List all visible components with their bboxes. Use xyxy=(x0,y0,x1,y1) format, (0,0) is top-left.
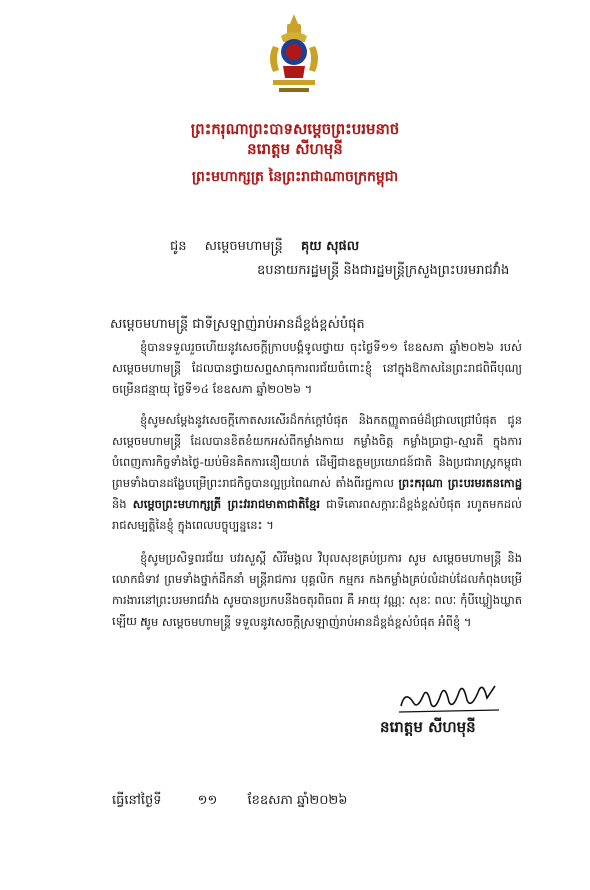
to-label: ជូន xyxy=(170,239,187,254)
date-day: ១១ xyxy=(197,793,218,808)
date-line xyxy=(112,792,353,811)
paragraph-4: សូម សម្ដេចមហាមន្ត្រី ទទួលនូវសេចក្ដីស្រឡាញ់រាប់អានដ៏ខ្ពង់ខ្ពស់បំផុត អំពីខ្ញុំ ។ xyxy=(140,615,472,629)
date-label: ធ្វើនៅថ្ងៃទី xyxy=(112,793,162,808)
paragraph-2-text-b: ជាទីគោរពសក្ការៈដ៏ខ្ពង់ខ្ពស់បំផុត រហូតមកដល់រាជសម្បត្តិនៃខ្ញុំ ក្នុងពេលបច្ចុប្បន្ននេះ ។ xyxy=(112,497,522,532)
paragraph-1: ខ្ញុំបានទទួលរួចហើយនូវសេចក្ដីក្រាបបង្គំទូលថ្វាយ ចុះថ្ងៃទី១១ ខែឧសភា ឆ្នាំ២០២៦ របស់ សម្ដេចមហាមន្ត្រី ដែលបានថ្វាយសព្ទសាធុការពរជ័យចំពោះខ្ញុំ នៅក្នុងឱកាសនៃព្រះរាជពិធីបុណ្យចម្រើនជន្មាយុ ថ្ងៃទី១៤ ខែឧសភា ឆ្នាំ២០២៦ ។ xyxy=(112,340,522,396)
recipient-line xyxy=(170,238,373,257)
paragraph-2-and: និង xyxy=(112,497,133,511)
paragraph-2-text-a: ខ្ញុំសូមសម្ដែងនូវសេចក្ដីកោតសរសើរដ៏កក់ក្ដៅបំផុត និងកតញ្ញូតាធម៌ដ៏ជ្រាលជ្រៅបំផុត ជូន សម្ដេចមហាមន្ត្រី ដែលបានខិតខំយកអស់ពីកម្លាំងកាយ កម្លាំងចិត្ត កម្លាំងប្រាជ្ញា-ស្មារតី ក្នុងការបំពេញភារកិច្ចទាំងថ្ងៃ-យប់មិនគិតការនឿយហត់ ដើម្បីជាឧត្ដមប្រយោជន៍ជាតិ និងប្រជារាស្ត្រកម្ពុជា ព្រមទាំងបានដង្ហែបម្រើព្រះរាជកិច្ចបានល្អប្រពៃណាស់ តាំងពីរជ្ជកាល xyxy=(112,413,522,490)
salutation: សម្ដេចមហាមន្ត្រី ជាទីស្រឡាញ់រាប់អានដ៏ខ្ពង់ខ្ពស់បំផុត xyxy=(110,317,365,332)
highlight-king-father: ព្រះករុណា ព្រះបរមរតនកោដ្ឋ xyxy=(398,476,522,490)
royal-coat-of-arms-icon xyxy=(259,10,329,100)
sender-name: នរោត្ដម សីហមុនី xyxy=(247,140,343,158)
sender-title-line3: ព្រះមហាក្សត្រ នៃព្រះរាជាណាចក្រកម្ពុជា xyxy=(191,169,399,185)
date-month-year: ខែឧសភា ឆ្នាំ២០២៦ xyxy=(247,793,348,808)
handwritten-signature xyxy=(395,676,505,716)
recipient-name: គុយ សុផល xyxy=(300,239,360,254)
recipient-honorific: សម្ដេចមហាមន្ត្រី xyxy=(204,239,283,254)
highlight-queen-mother: សម្ដេចព្រះមហាក្សត្រី ព្រះវររាជមាតាជាតិខ្មែរ xyxy=(132,497,321,511)
signer-name: នរោត្ដម សីហមុនី xyxy=(380,718,476,736)
paragraph-3: ខ្ញុំសូមប្រសិទ្ធពរជ័យ បវរសួស្ដី សិរីមង្គល វិបុលសុខគ្រប់ប្រការ សូម សម្ដេចមហាមន្ត្រី និងលោកជំទាវ ព្រមទាំងថ្នាក់ដឹកនាំ មន្ត្រីរាជការ បុគ្គលិក កម្មករ កងកម្លាំងគ្រប់លំដាប់ដែលកំពុងបម្រើការងារនៅព្រះបរមរាជវាំង សូមបានប្រកបនឹងចតុរពិធពរ គឺ អាយុ វណ្ណៈ សុខៈ ពលៈ កុំបីឃ្លៀងឃ្លាតឡើយ ។ xyxy=(112,551,522,628)
sender-title-line1: ព្រះករុណាព្រះបាទសម្ដេចព្រះបរមនាថ xyxy=(190,120,400,138)
paragraph-2 xyxy=(112,410,522,536)
recipient-title: ឧបនាយករដ្ឋមន្ត្រី និងជារដ្ឋមន្ត្រីក្រសួងព្រះបរមរាជវាំង xyxy=(257,263,510,278)
